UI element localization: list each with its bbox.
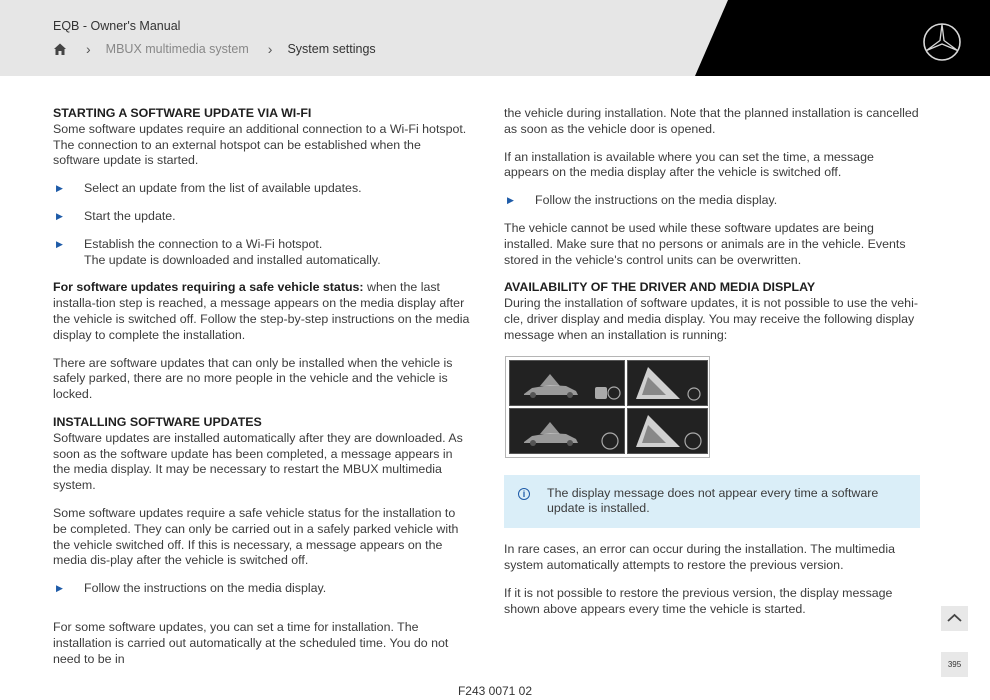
media-display-screen-image (509, 360, 625, 406)
paragraph-safe-status: For software updates requiring a safe vehicle status: when the last installa-tion step is reached, a message appears on the media display after the vehicle is switched off. Follow the step-by-step instructions on the media display to complete the installation. (53, 280, 470, 342)
paragraph: If it is not possible to restore the previous version, the display message shown above appears every time the vehicle is started. (504, 585, 893, 616)
breadcrumb-item-mbux[interactable]: MBUX multimedia system (105, 42, 249, 56)
instruction-step: ▶ Start the update. (53, 209, 471, 225)
info-icon: i (518, 488, 530, 500)
instruction-step: ▶ Select an update from the list of available updates. (53, 181, 471, 197)
section-heading-wifi-update: STARTING A SOFTWARE UPDATE VIA WI-FI (53, 106, 312, 120)
chevron-up-icon (941, 606, 968, 631)
driver-display-screen-image (627, 360, 708, 406)
section-heading-installing: INSTALLING SOFTWARE UPDATES (53, 414, 262, 429)
breadcrumb (53, 42, 376, 56)
paragraph: For some software updates, you can set a time for installation. The installation is carried out automatically at the scheduled time. You do not need to be in (53, 619, 449, 666)
right-column (504, 106, 920, 629)
paragraph: If an installation is available where you can set the time, a message appears on the media display after the vehicle is switched off. (504, 149, 874, 180)
paragraph: There are software updates that can only be installed when the vehicle is safely parked, there are no more people in the vehicle and the vehicle is locked. (53, 355, 453, 402)
instruction-step: ▶ Follow the instructions on the media display. (53, 581, 471, 597)
chevron-right-icon: › (267, 41, 273, 57)
step-arrow-icon: ▶ (56, 183, 63, 194)
paragraph: In rare cases, an error can occur during the installation. The multimedia system automatically attempts to restore the previous version. (504, 542, 895, 572)
section-heading-availability: AVAILABILITY OF THE DRIVER AND MEDIA DISPLAY (504, 280, 816, 295)
breadcrumb-item-system-settings: System settings (287, 42, 376, 56)
note-text: The display message does not appear every time a software update is installed. (547, 485, 879, 516)
mercedes-star-logo (922, 22, 962, 62)
step-result: The update is downloaded and installed automatically. (84, 252, 381, 267)
scroll-to-top-button[interactable] (941, 606, 968, 631)
paragraph: Some software updates require a safe vehicle status for the installation to be completed. They can only be carried out in a safely parked vehicle with the vehicle switched off. If this is necessary, a message appears on the media dis-play after the vehicle is switched off. (53, 505, 459, 568)
info-note (504, 475, 920, 529)
driver-display-screen-image (627, 408, 708, 454)
step-arrow-icon: ▶ (507, 195, 514, 206)
page-number-badge[interactable]: 395 (941, 652, 968, 677)
inline-heading: For software updates requiring a safe vehicle status: (53, 280, 364, 295)
step-text: Establish the connection to a Wi-Fi hotspot. (84, 236, 323, 251)
step-arrow-icon: ▶ (56, 583, 63, 594)
paragraph: The vehicle cannot be used while these software updates are being installed. Make sure that no persons or animals are in the vehicle. Events stored in the vehicle's control units can be overwritten. (504, 220, 906, 267)
chevron-right-icon: › (86, 41, 91, 57)
display-message-illustration (505, 356, 710, 458)
media-display-screen-image (509, 408, 625, 454)
manual-title: EQB - Owner's Manual (53, 19, 181, 33)
step-arrow-icon: ▶ (56, 210, 63, 221)
instruction-step (53, 237, 471, 269)
step-arrow-icon: ▶ (56, 238, 63, 249)
paragraph: Some software updates require an additional connection to a Wi-Fi hotspot. The connection to an external hotspot can be established when the software update is started. (53, 121, 467, 168)
left-column (53, 106, 471, 679)
footer-code: F243 0071 02 (457, 684, 533, 698)
home-icon[interactable] (53, 42, 67, 56)
paragraph: Software updates are installed automatically after they are downloaded. As soon as the software update has been completed, a message appears in the media display. It may be necessary to restart the MBUX multimedia system. (53, 430, 463, 493)
instruction-step: ▶ Follow the instructions on the media display. (504, 193, 920, 209)
paragraph: During the installation of software updates, it is not possible to use the vehi-cle, driver display and media display. You may receive the following display message when an installation is running: (504, 296, 918, 342)
paragraph: the vehicle during installation. Note that the planned installation is cancelled as soon as the vehicle door is opened. (504, 106, 919, 136)
